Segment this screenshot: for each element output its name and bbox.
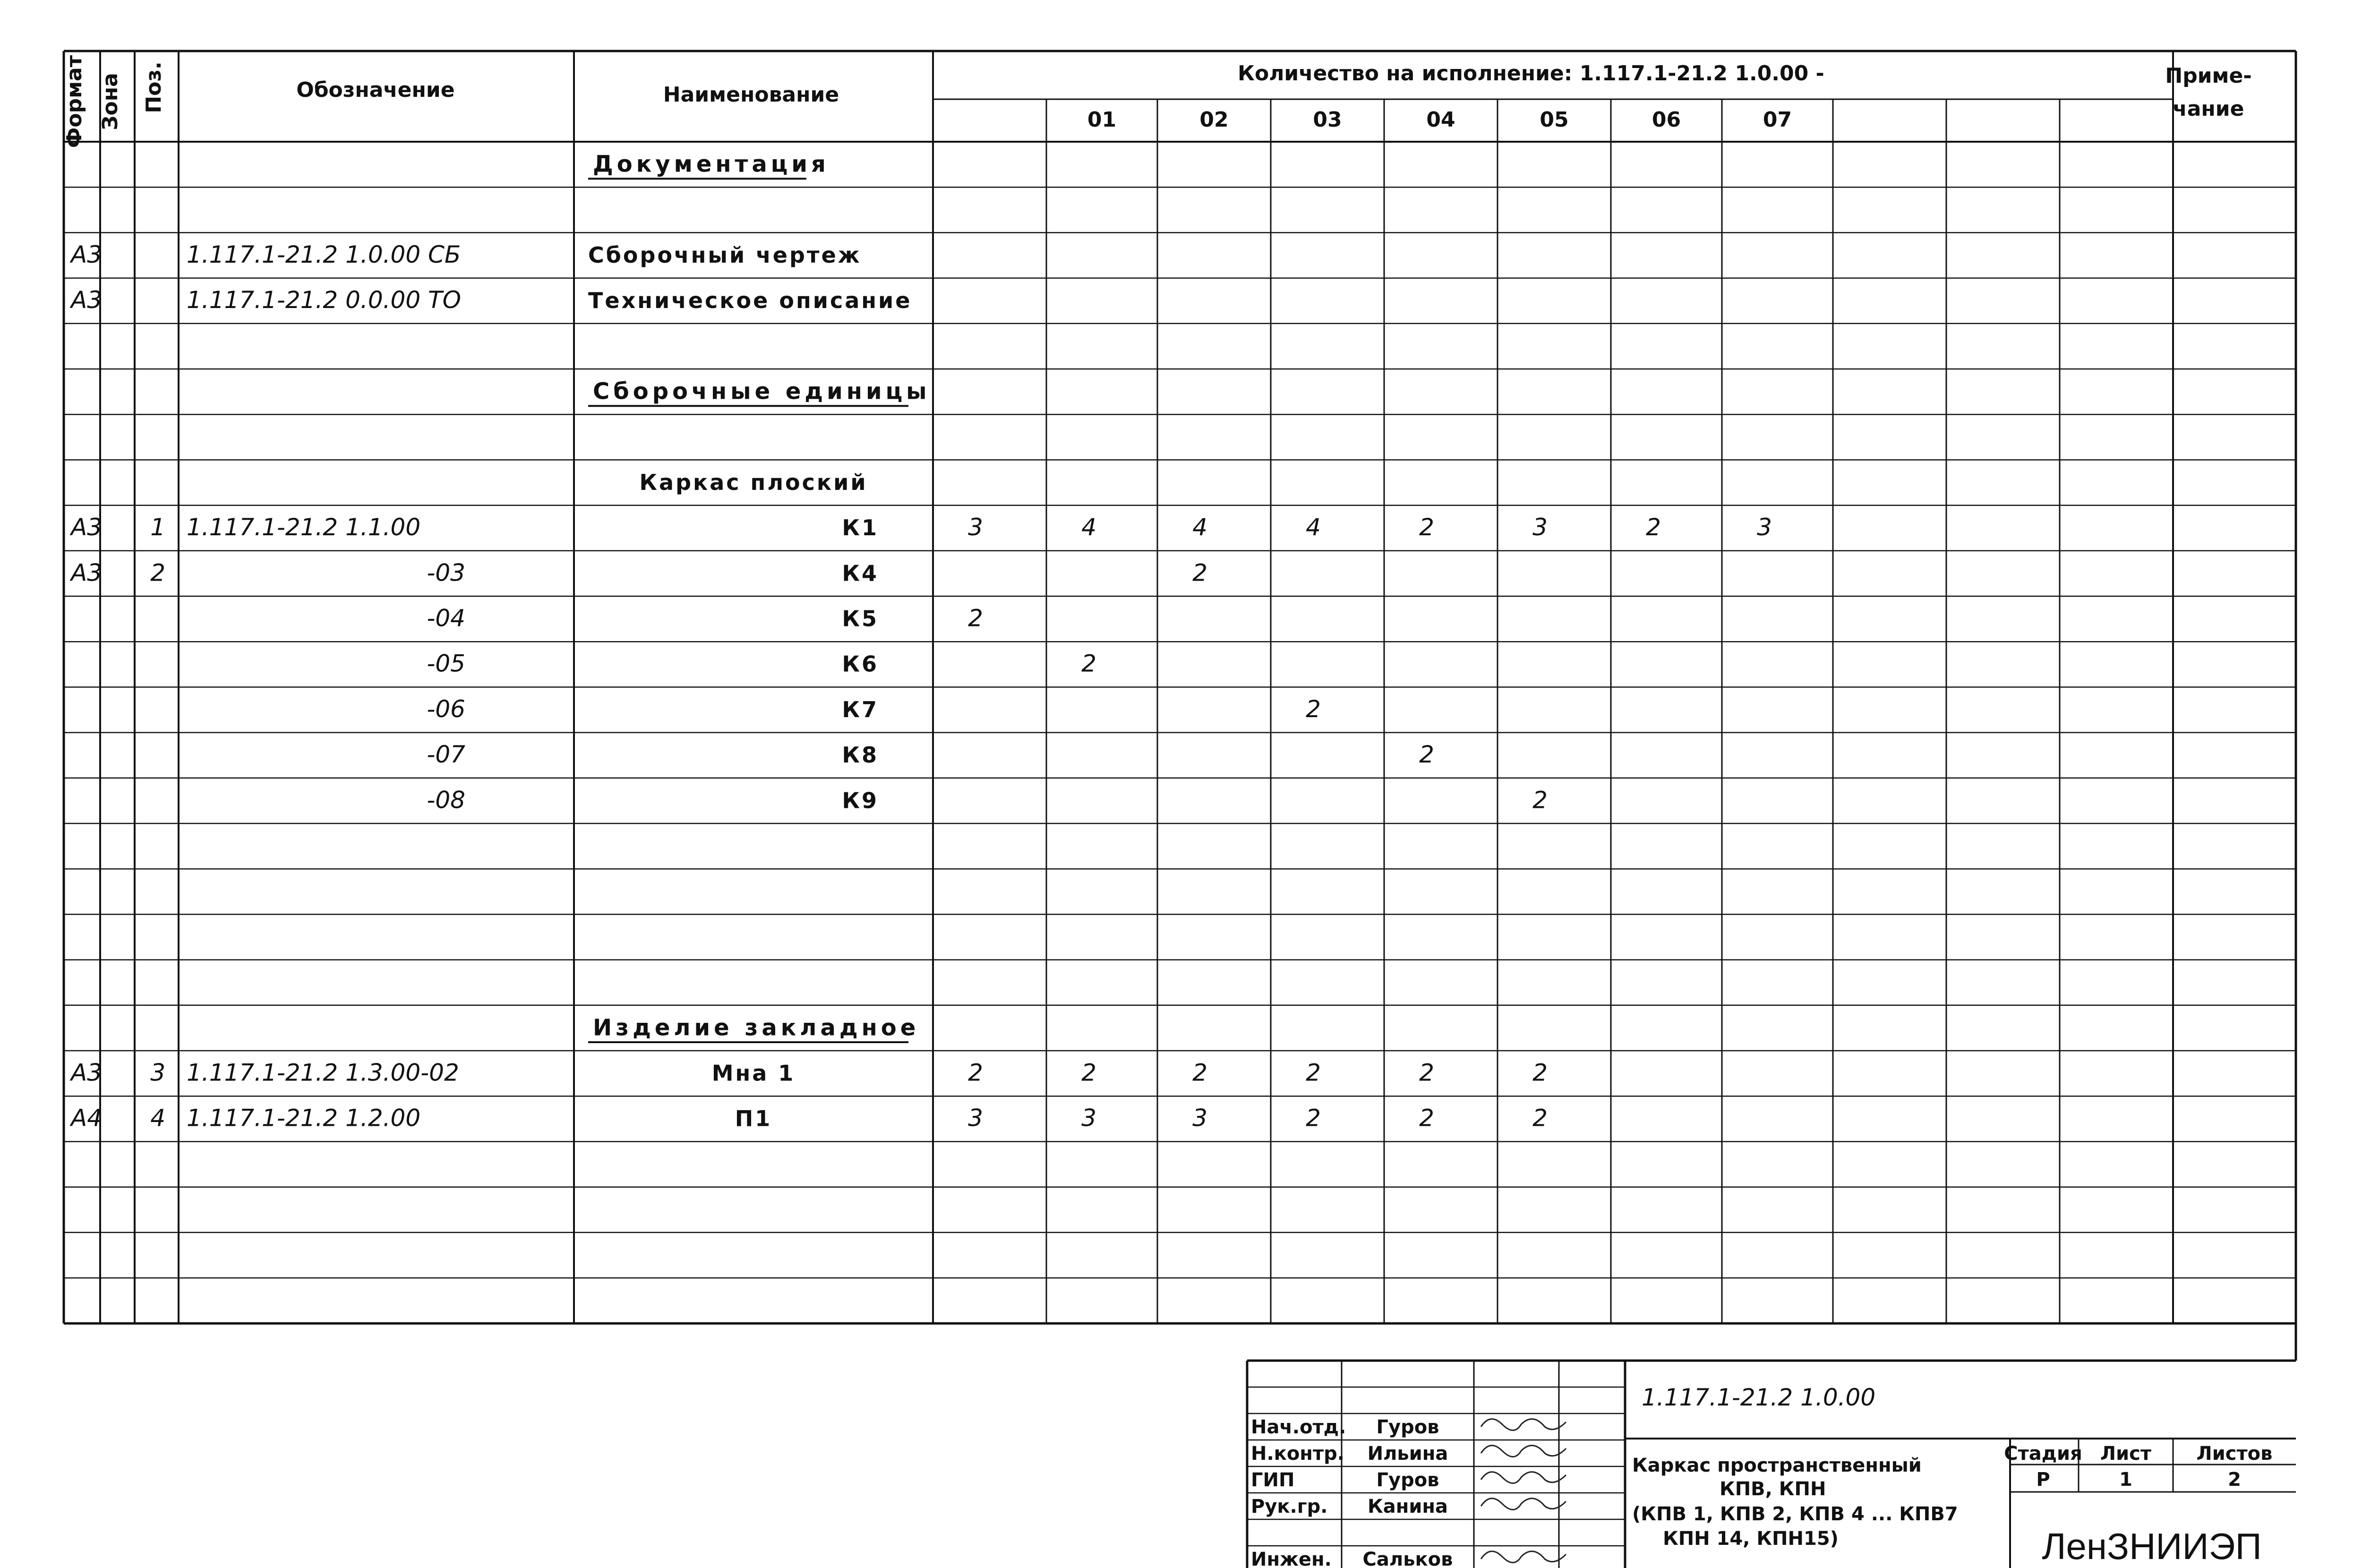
quantity-cell: 2 [968, 1059, 983, 1087]
name-cell: Изделие закладное [593, 1014, 920, 1041]
quantity-cell: 2 [1419, 514, 1434, 541]
staff-person: Гуров [1376, 1416, 1439, 1438]
header-note-line1: Приме- [2165, 64, 2252, 88]
quantity-cell: 3 [1192, 1104, 1207, 1132]
quantity-cell: 3 [1532, 514, 1548, 541]
designation-cell: 1.117.1-21.2 0.0.00 ТО [187, 286, 461, 314]
position-cell: 3 [150, 1059, 165, 1087]
name-cell: Сборочный чертеж [588, 242, 862, 268]
table-row [427, 741, 1434, 768]
designation-cell: -03 [427, 559, 465, 587]
signature-icon [1481, 1499, 1566, 1510]
quantity-cell: 3 [968, 1104, 983, 1132]
position-cell: 4 [150, 1104, 165, 1132]
quantity-cell: 3 [1081, 1104, 1096, 1132]
staff-person: Гуров [1376, 1469, 1439, 1491]
quantity-cell: 2 [1306, 1059, 1321, 1087]
name-cell: Документация [593, 151, 830, 178]
quantity-cell: 3 [1757, 514, 1772, 541]
quantity-cell: 4 [1192, 514, 1207, 541]
designation-cell: 1.117.1-21.2 1.3.00-02 [187, 1059, 459, 1087]
name-cell: К8 [842, 742, 879, 768]
execution-column-header: 06 [1652, 108, 1681, 132]
name-cell: К7 [842, 696, 879, 722]
quantity-cell: 2 [1306, 1104, 1321, 1132]
position-cell: 1 [150, 514, 165, 541]
table-row [69, 559, 1207, 586]
name-cell: Каркас плоский [639, 469, 868, 495]
staff-person: Канина [1368, 1496, 1448, 1517]
staff-person: Сальков [1362, 1549, 1453, 1568]
quantity-cell: 2 [1192, 1059, 1207, 1087]
table-row [427, 786, 1548, 814]
signature-icon [1481, 1551, 1566, 1563]
execution-column-header: 02 [1199, 108, 1229, 132]
header-quantity: Количество на исполнение: 1.117.1-21.2 1.0.00 - [1238, 61, 1824, 86]
table-row [69, 241, 862, 268]
execution-columns [1087, 108, 1792, 132]
designation-cell: -04 [427, 604, 465, 632]
signature-icon [1481, 1472, 1566, 1483]
quantity-cell: 2 [1419, 1104, 1434, 1132]
quantity-cell: 2 [968, 604, 983, 632]
organization: ЛенЗНИИЭП [2042, 1525, 2262, 1567]
title-block-code: 1.117.1-21.2 1.0.00 [1642, 1384, 1876, 1411]
staff-role: Нач.отд. [1251, 1416, 1346, 1438]
quantity-cell: 2 [1532, 1104, 1548, 1132]
quantity-cell: 2 [1532, 1059, 1548, 1087]
header-designation: Обозначение [296, 78, 455, 102]
table-row [69, 1059, 1548, 1086]
format-cell: А4 [71, 1104, 103, 1132]
title-line-2: КПВ, КПН [1720, 1478, 1826, 1500]
table-row [427, 650, 1096, 677]
quantity-cell: 2 [1419, 1059, 1434, 1087]
signature-icon [1481, 1446, 1566, 1457]
header-name: Наименование [663, 83, 839, 107]
name-cell: К1 [842, 515, 879, 541]
sheets-label: Листов [2196, 1443, 2273, 1465]
header-format: Формат [62, 55, 86, 148]
staff-role: ГИП [1251, 1469, 1295, 1491]
format-cell: А3 [71, 1059, 103, 1087]
header-zone: Зона [98, 73, 122, 130]
header-note-line2: чание [2173, 97, 2244, 121]
table-row [69, 286, 912, 314]
name-cell: П1 [735, 1105, 772, 1131]
name-cell: К5 [842, 606, 879, 632]
execution-column-header: 04 [1426, 108, 1455, 132]
position-cell: 2 [150, 559, 165, 587]
quantity-cell: 4 [1081, 514, 1096, 541]
title-line-3: (КПВ 1, КПВ 2, КПВ 4 ... КПВ7 [1632, 1503, 1958, 1525]
execution-column-header: 01 [1087, 108, 1117, 132]
title-block-text [1251, 1384, 2272, 1568]
quantity-cell: 2 [1419, 741, 1434, 769]
designation-cell: 1.117.1-21.2 1.1.00 [187, 514, 421, 541]
title-line-1: Каркас пространственный [1632, 1455, 1922, 1476]
sheet-label: Лист [2100, 1443, 2152, 1465]
stage-value: Р [2036, 1469, 2050, 1491]
designation-cell: 1.117.1-21.2 1.0.00 СБ [187, 240, 461, 268]
format-cell: А3 [71, 286, 103, 314]
signature-icon [1481, 1419, 1566, 1431]
execution-column-header: 05 [1540, 108, 1569, 132]
table-row [588, 378, 931, 406]
table-row [427, 695, 1321, 723]
sheet-value: 1 [2119, 1469, 2132, 1491]
designation-cell: -06 [427, 695, 465, 723]
quantity-cell: 4 [1306, 514, 1321, 541]
header-position: Поз. [142, 61, 166, 113]
name-cell: Мна 1 [711, 1060, 796, 1086]
name-cell: К6 [842, 651, 879, 677]
staff-person: Ильина [1367, 1443, 1448, 1465]
name-cell: К9 [842, 788, 879, 814]
table-row [588, 1014, 919, 1042]
format-cell: А3 [71, 559, 103, 587]
quantity-cell: 2 [1646, 514, 1661, 541]
quantity-cell: 2 [1532, 786, 1548, 814]
table-row [588, 151, 830, 179]
title-line-4: КПН 14, КПН15) [1663, 1528, 1839, 1550]
staff-role: Рук.гр. [1251, 1496, 1328, 1517]
format-cell: А3 [71, 514, 103, 541]
name-cell: К4 [842, 560, 879, 586]
sheets-value: 2 [2228, 1469, 2241, 1491]
execution-column-header: 07 [1763, 108, 1792, 132]
quantity-cell: 2 [1081, 1059, 1096, 1087]
table-row [69, 514, 1772, 541]
staff-role: Н.контр. [1251, 1443, 1344, 1465]
quantity-cell: 2 [1081, 650, 1096, 677]
quantity-cell: 3 [968, 514, 983, 541]
quantity-cell: 2 [1192, 559, 1207, 587]
designation-cell: 1.117.1-21.2 1.2.00 [187, 1104, 421, 1132]
staff-role: Инжен. [1251, 1549, 1332, 1568]
quantity-cell: 2 [1306, 695, 1321, 723]
designation-cell: -05 [427, 650, 465, 677]
format-cell: А3 [71, 240, 103, 268]
execution-column-header: 03 [1313, 108, 1342, 132]
stage-label: Стадия [2004, 1443, 2082, 1465]
table-row [639, 470, 867, 495]
designation-cell: -08 [427, 786, 465, 814]
designation-cell: -07 [427, 741, 465, 769]
name-cell: Сборочные единицы [593, 378, 931, 405]
name-cell: Техническое описание [588, 288, 912, 314]
table-row [69, 1105, 1548, 1132]
table-row [427, 604, 983, 632]
